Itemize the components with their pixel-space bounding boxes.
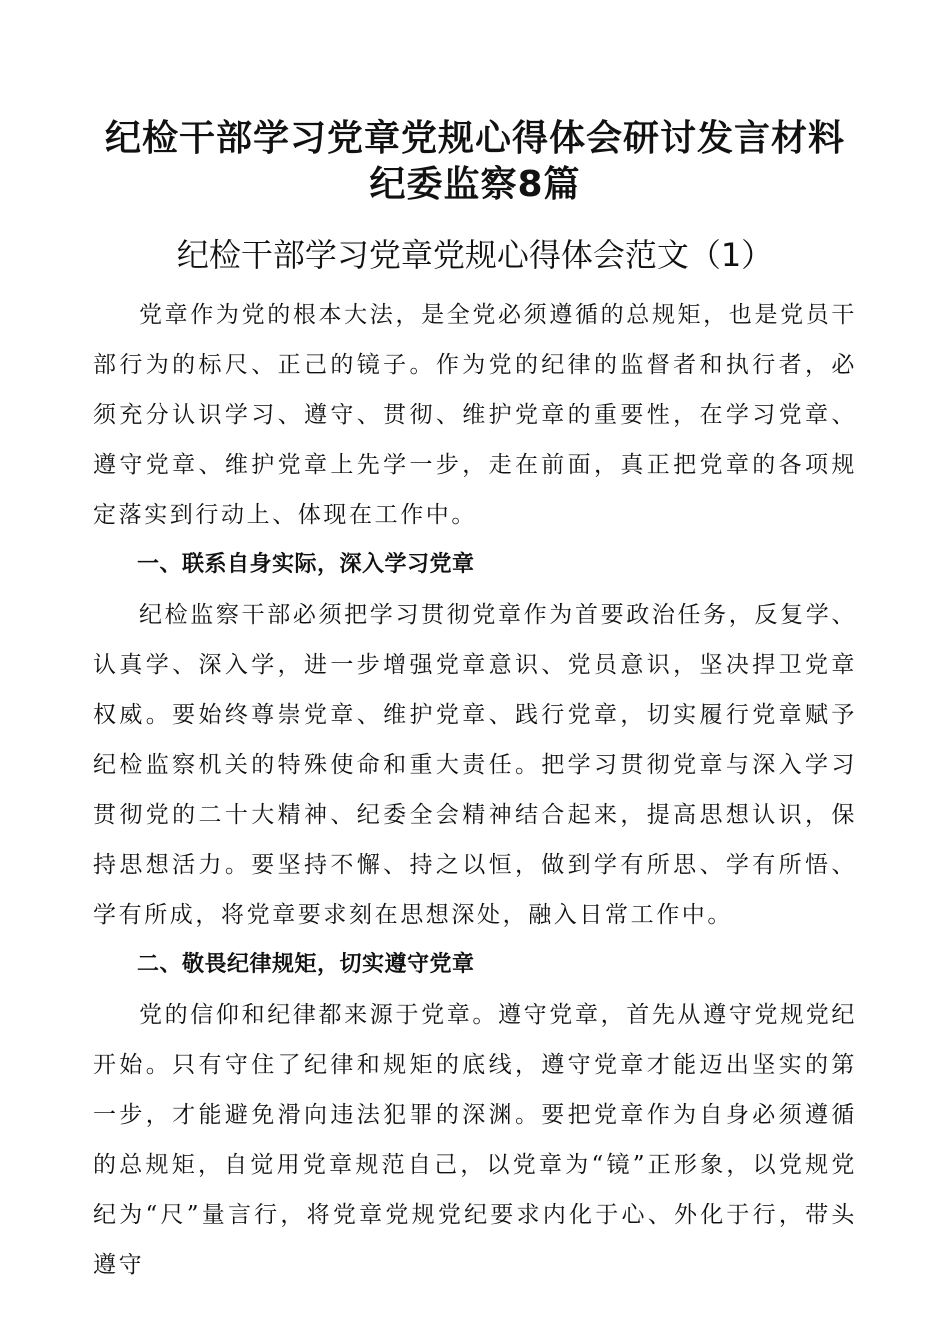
section-heading-2: 二、敬畏纪律规矩，切实遵守党章 bbox=[137, 952, 475, 977]
section-heading-1: 一、联系自身实际，深入学习党章 bbox=[137, 552, 475, 577]
intro-paragraph: 党章作为党的根本大法，是全党必须遵循的总规矩，也是党员干部行为的标尺、正己的镜子。作为党的纪律的监督者和执行者，必须充分认识学习、遵守、贯彻、维护党章的重要性，在学习党章、遵守党章、维护党章上先学一步，走在前面，真正把党章的各项规定落实到行动上、体现在工作中。 bbox=[93, 302, 857, 528]
document-title-line-2: 纪委监察8篇 bbox=[369, 164, 581, 205]
document-title-line-1: 纪检干部学习党章党规心得体会研讨发言材料 bbox=[104, 118, 845, 159]
section-paragraph-1: 纪检监察干部必须把学习贯彻党章作为首要政治任务，反复学、认真学、深入学，进一步增强党章意识、党员意识，坚决捍卫党章权威。要始终尊崇党章、维护党章、践行党章，切实履行党章赋予纪检监察机关的特殊使命和重大责任。把学习贯彻党章与深入学习贯彻党的二十大精神、纪委全会精神结合起来，提高思想认识，保持思想活力。要坚持不懈、持之以恒，做到学有所思、学有所悟、学有所成，将党章要求刻在思想深处，融入日常工作中。 bbox=[93, 602, 857, 928]
section-paragraph-2: 党的信仰和纪律都来源于党章。遵守党章，首先从遵守党规党纪开始。只有守住了纪律和规矩的底线，遵守党章才能迈出坚实的第一步，才能避免滑向违法犯罪的深渊。要把党章作为自身必须遵循的总规矩，自觉用党章规范自己，以党章为“镜”正形象，以党规党纪为“尺”量言行，将党章党规党纪要求内化于心、外化于行，带头遵守 bbox=[93, 1002, 857, 1278]
document-body bbox=[93, 290, 857, 1290]
document-subtitle: 纪检干部学习党章党规心得体会范文（1） bbox=[176, 236, 774, 274]
